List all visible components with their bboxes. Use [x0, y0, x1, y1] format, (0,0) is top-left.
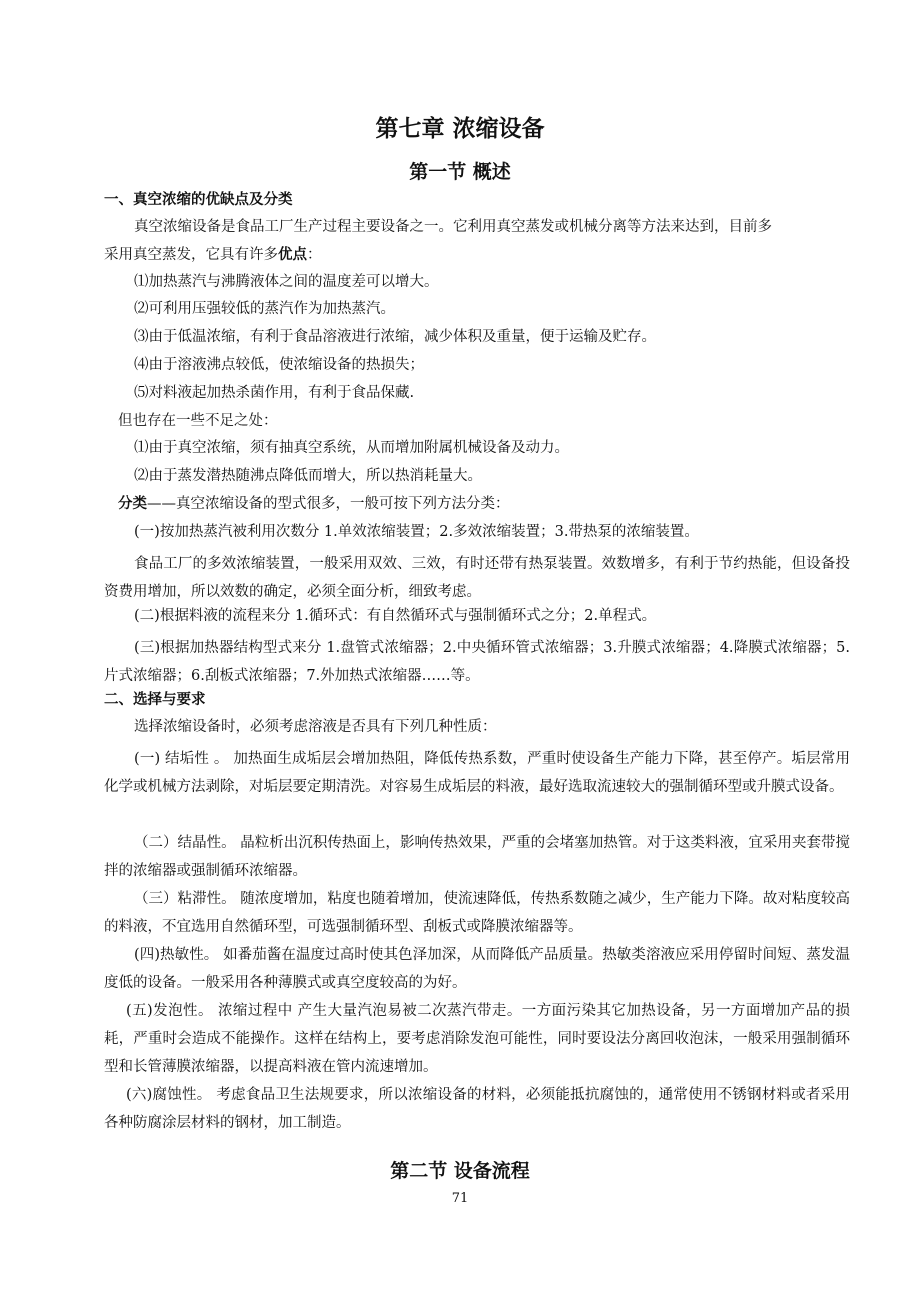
property-crystallization: （二）结晶性。 晶粒析出沉积传热面上，影响传热效果，严重的会堵塞加热管。对于这类料液，宜采用夹套带搅拌的浓缩器或强制循环浓缩器。	[104, 835, 850, 879]
advantage-item: ⑶由于低温浓缩，有利于食品溶液进行浓缩，减少体积及重量，便于运输及贮存。	[134, 329, 656, 345]
shortcoming-item: ⑴由于真空浓缩，须有抽真空系统，从而增加附属机械设备及动力。	[134, 440, 569, 456]
intro-line-1: 真空浓缩设备是食品工厂生产过程主要设备之一。它利用真空蒸发或机械分离等方法来达到，目前多	[134, 219, 772, 235]
property-heat-sensitivity: (四)热敏性。 如番茄酱在温度过高时使其色泽加深，从而降低产品质量。热敏类溶液应采用停留时间短、蒸发温度低的设备。一般采用各种薄膜式或真空度较高的为好。	[104, 947, 850, 991]
chapter-title: 第七章 浓缩设备	[375, 116, 545, 142]
intro-text: 采用真空蒸发，它具有许多	[104, 247, 278, 263]
class-1: (一)按加热蒸汽被利用次数分 1.单效浓缩装置；2.多效浓缩装置；3.带热泵的浓缩装置。	[134, 524, 699, 540]
advantage-item: ⑴加热蒸汽与沸腾液体之间的温度差可以增大。	[134, 274, 439, 290]
classification-line	[118, 494, 864, 514]
intro-colon: ：	[307, 247, 322, 263]
class-2: (二)根据料液的流程来分 1.循环式：有自然循环式与强制循环式之分；2.单程式。	[134, 608, 657, 624]
property-scaling: (一) 结垢性 。 加热面生成垢层会增加热阻，降低传热系数，严重时使设备生产能力下降，甚至停产。垢层常用化学或机械方法剥除，对垢层要定期清洗。对容易生成垢层的料液，最好选取流速较大的强制循环型或升膜式设备。	[104, 751, 850, 795]
section-1-title: 第一节 概述	[409, 161, 511, 183]
advantages-label: 优点	[278, 247, 307, 263]
classification-text: ——真空浓缩设备的型式很多，一般可按下列方法分类：	[147, 496, 510, 512]
page-number: 71	[451, 1191, 469, 1206]
part-2-heading: 二、选择与要求	[104, 692, 206, 708]
advantage-item: ⑵可利用压强较低的蒸汽作为加热蒸汽。	[134, 301, 395, 317]
shortcoming-item: ⑵由于蒸发潜热随沸点降低而增大，所以热消耗量大。	[134, 468, 482, 484]
part-1-heading: 一、真空浓缩的优缺点及分类	[104, 192, 293, 208]
advantage-item: ⑷由于溶液沸点较低，使浓缩设备的热损失；	[134, 357, 424, 373]
section-2-title: 第二节 设备流程	[390, 1160, 530, 1182]
class-3: (三)根据加热器结构型式来分 1.盘管式浓缩器；2.中央循环管式浓缩器；3.升膜式浓缩器；4.降膜式浓缩器；5.片式浓缩器；6.刮板式浓缩器；7.外加热式浓缩器……等。	[104, 640, 850, 684]
advantage-item: ⑸对料液起加热杀菌作用，有利于食品保藏.	[134, 385, 415, 401]
property-viscosity: （三）粘滞性。 随浓度增加，粘度也随着增加，使流速降低，传热系数随之减少，生产能力下降。故对粘度较高的料液，不宜选用自然循环型，可选强制循环型、刮板式或降膜浓缩器等。	[104, 891, 850, 935]
intro-line-2	[104, 245, 850, 265]
shortcoming-intro: 但也存在一些不足之处：	[118, 413, 278, 429]
property-foaming: (五)发泡性。 浓缩过程中 产生大量汽泡易被二次蒸汽带走。一方面污染其它加热设备，另一方面增加产品的损耗，严重时会造成不能操作。这样在结构上，要考虑消除发泡可能性，同时要设法分离回收泡沫，一般采用强制循环型和长管薄膜浓缩器，以提高料液在管内流速增加。	[104, 1003, 850, 1075]
classification-label: 分类	[118, 496, 147, 512]
class-1-note: 食品工厂的多效浓缩装置，一般采用双效、三效，有时还带有热泵装置。效数增多，有利于节约热能，但设备投资费用增加，所以效数的确定，必须全面分析，细致考虑。	[104, 556, 850, 600]
property-corrosion: (六)腐蚀性。 考虑食品卫生法规要求，所以浓缩设备的材料，必须能抵抗腐蚀的，通常使用不锈钢材料或者采用各种防腐涂层材料的钢材，加工制造。	[104, 1087, 850, 1131]
part-2-intro: 选择浓缩设备时，必须考虑溶液是否具有下列几种性质：	[134, 719, 497, 735]
